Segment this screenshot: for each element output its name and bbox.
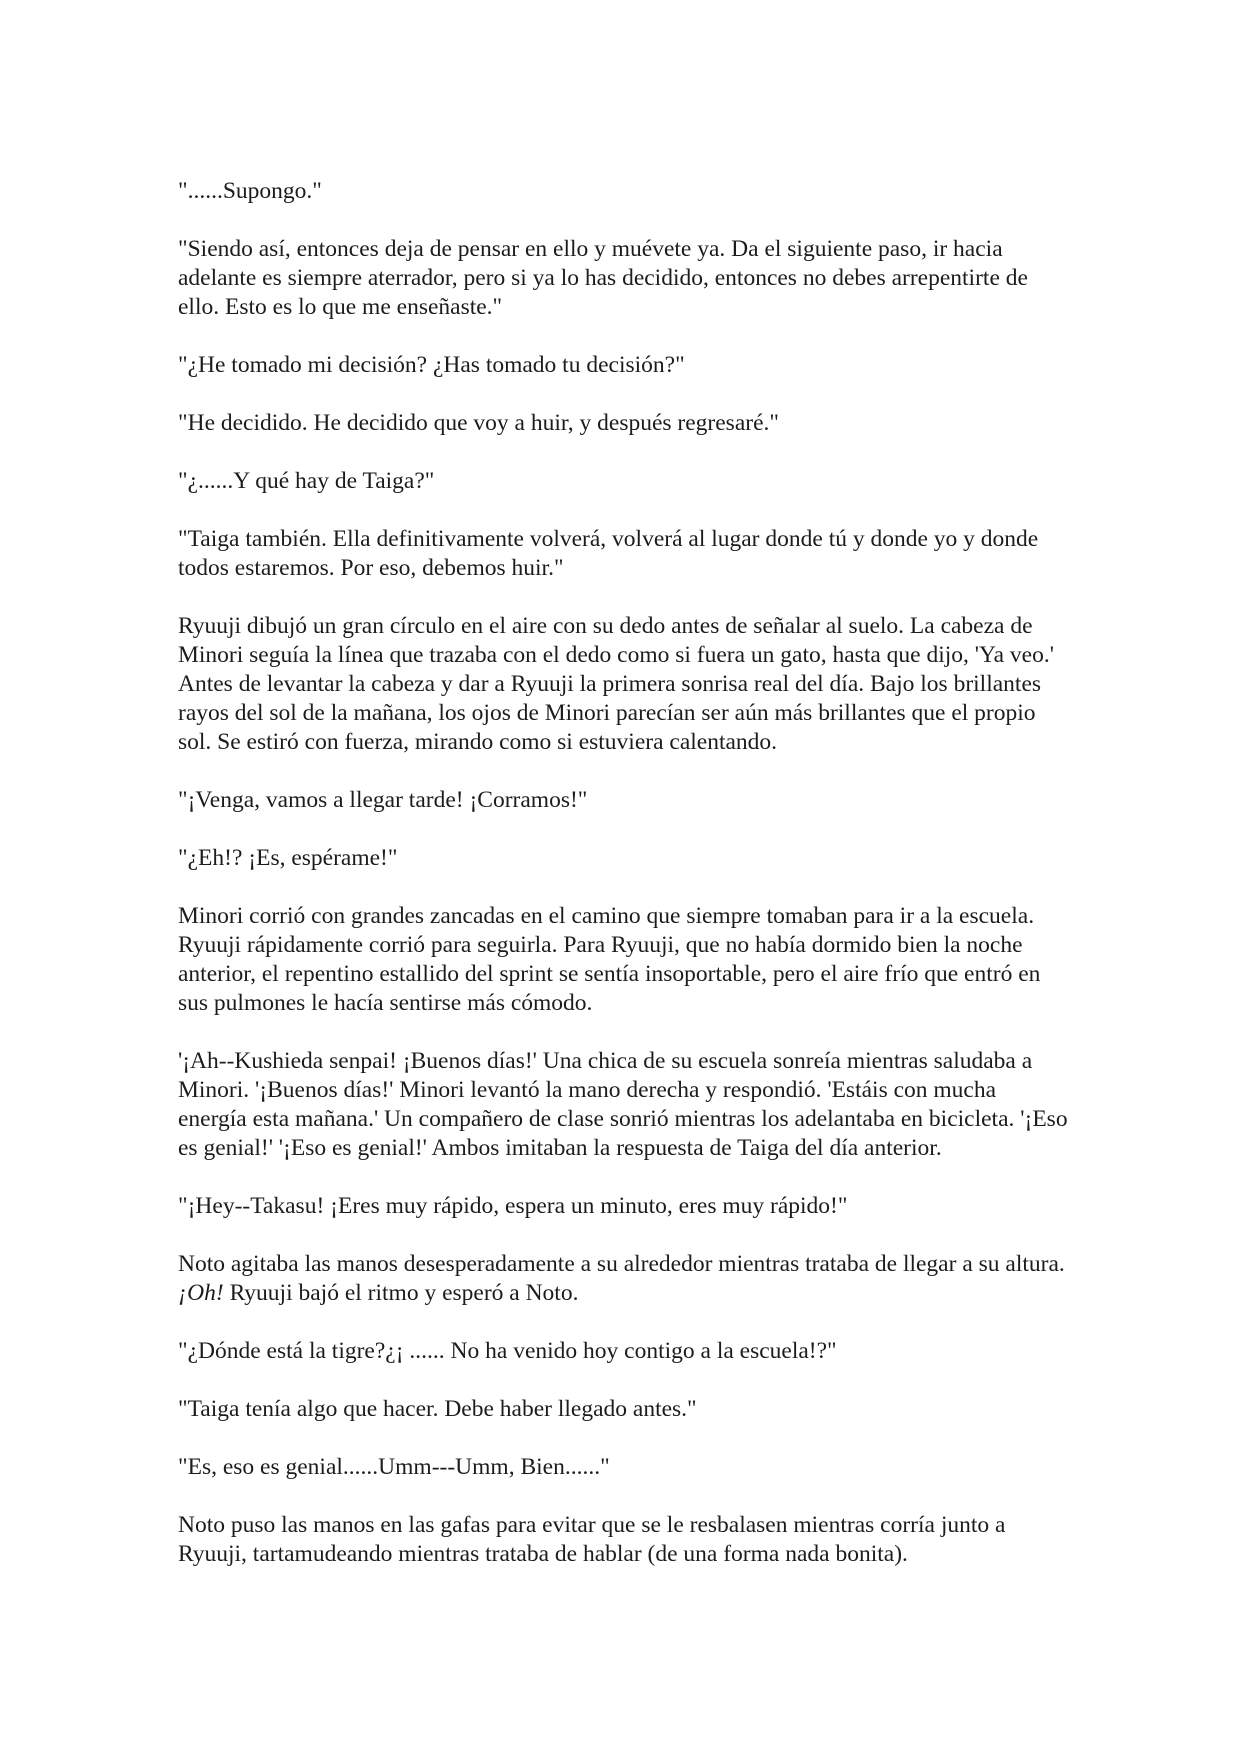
paragraph: "......Supongo." xyxy=(178,178,322,204)
paragraph: '¡Ah--Kushieda senpai! ¡Buenos días!' Una chica de su escuela sonreía mientras saludaba a Minori. '¡Buenos días!' Minori levantó la mano derecha y respondió. 'Estáis con mucha energía esta mañana.' Un compañero de clase sonrió mientras los adelantaba en bicicleta. '¡Eso es genial!' '¡Eso es genial!' Ambos imitaban la respuesta de Taiga del día anterior. xyxy=(178,1048,1068,1161)
paragraph: "¿Eh!? ¡Es, espérame!" xyxy=(178,845,398,871)
paragraph: "Es, eso es genial......Umm---Umm, Bien......" xyxy=(178,1454,610,1480)
paragraph: Noto puso las manos en las gafas para evitar que se le resbalasen mientras corría junto a Ryuuji, tartamudeando mientras trataba de hablar (de una forma nada bonita). xyxy=(178,1512,1006,1567)
paragraph: Ryuuji dibujó un gran círculo en el aire con su dedo antes de señalar al suelo. La cabeza de Minori seguía la línea que trazaba con el dedo como si fuera un gato, hasta que dijo, 'Ya veo.' Antes de levantar la cabeza y dar a Ryuuji la primera sonrisa real del día. Bajo los brillantes rayos del sol de la mañana, los ojos de Minori parecían ser aún más brillantes que el propio sol. Se estiró con fuerza, mirando como si estuviera calentando. xyxy=(178,613,1054,755)
paragraph: "¿......Y qué hay de Taiga?" xyxy=(178,468,435,494)
paragraph-text: Noto agitaba las manos desesperadamente a su alrededor mientras trataba de llegar a su altura. xyxy=(178,1251,1065,1277)
paragraph: "¿Dónde está la tigre?¿¡ ...... No ha venido hoy contigo a la escuela!?" xyxy=(178,1338,837,1364)
paragraph: "He decidido. He decidido que voy a huir, y después regresaré." xyxy=(178,410,779,436)
paragraph: "Taiga tenía algo que hacer. Debe haber llegado antes." xyxy=(178,1396,697,1422)
body-text xyxy=(178,177,1068,1569)
paragraph-text: Ryuuji bajó el ritmo y esperó a Noto. xyxy=(223,1280,579,1306)
paragraph: "Siendo así, entonces deja de pensar en ello y muévete ya. Da el siguiente paso, ir hacia adelante es siempre aterrador, pero si ya lo has decidido, entonces no debes arrepentirte de ello. Esto es lo que me enseñaste." xyxy=(178,236,1028,320)
paragraph: "¡Venga, vamos a llegar tarde! ¡Corramos!" xyxy=(178,787,588,813)
paragraph: "¡Hey--Takasu! ¡Eres muy rápido, espera un minuto, eres muy rápido!" xyxy=(178,1193,848,1219)
paragraph: "¿He tomado mi decisión? ¿Has tomado tu decisión?" xyxy=(178,352,685,378)
paragraph: Minori corrió con grandes zancadas en el camino que siempre tomaban para ir a la escuela. Ryuuji rápidamente corrió para seguirla. Para Ryuuji, que no había dormido bien la noche anterior, el repentino estallido del sprint se sentía insoportable, pero el aire frío que entró en sus pulmones le hacía sentirse más cómodo. xyxy=(178,903,1041,1016)
paragraph xyxy=(178,1250,1068,1308)
italic-exclamation: ¡Oh! xyxy=(178,1280,224,1306)
paragraph: "Taiga también. Ella definitivamente volverá, volverá al lugar donde tú y donde yo y donde todos estaremos. Por eso, debemos huir." xyxy=(178,526,1039,581)
